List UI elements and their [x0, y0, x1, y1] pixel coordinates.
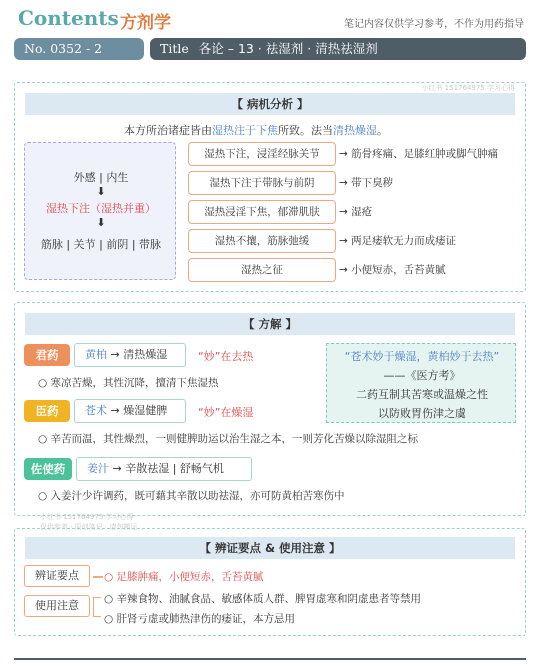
- watermark-top: 小红书 151764975 学习心得: [421, 84, 515, 92]
- diagnosis-heading: 【 辨证要点 & 使用注意 】: [25, 537, 515, 559]
- symptom-cause: 湿热浸淫下焦，郁滞肌肤: [188, 200, 336, 224]
- title-text: 各论 – 13 · 祛湿剂 · 清热祛湿剂: [198, 41, 378, 56]
- intro-highlight-cause: 湿热注于下焦: [212, 124, 278, 137]
- title-label: Title: [160, 41, 189, 56]
- note-number: No. 0352 - 2: [14, 38, 144, 60]
- key-points-tag: 辨证要点: [24, 565, 90, 587]
- role-tag-minister: 臣药: [24, 400, 70, 422]
- classic-explain: 以防败胃伤津之虞: [378, 407, 466, 420]
- pathogenesis-heading: 【 病机分析 】: [25, 93, 515, 115]
- arrow-down-icon: ⬇: [96, 185, 106, 198]
- caution-bracket: [93, 597, 101, 617]
- symptom-cause: 湿热下注于带脉与前阴: [188, 171, 336, 195]
- contents-label: Contents: [18, 6, 119, 30]
- formula-heading: 【 方解 】: [25, 313, 515, 335]
- classic-source: ——《医方考》: [383, 369, 461, 382]
- role-tag-monarch: 君药: [24, 344, 70, 366]
- caution-tag: 使用注意: [24, 595, 90, 617]
- herb-effect: → 辛散祛湿 | 舒畅气机: [112, 462, 224, 475]
- herb-name: 黄柏: [85, 348, 107, 361]
- etiology-box: [24, 142, 176, 280]
- herb-name: 姜汁: [87, 462, 109, 475]
- symptom-result: → 筋骨疼痛、足膝红肿或脚气肿痛: [339, 148, 499, 160]
- herb-description: ○ 辛苦而温，其性燥烈，一则健脾助运以治生湿之本，一则芳化苦燥以除湿阻之标: [38, 433, 418, 445]
- connector: [93, 576, 103, 578]
- herb-box-monarch: [74, 343, 186, 367]
- etiology-targets: 筋脉 | 关节 | 前阴 | 带脉: [40, 238, 162, 251]
- classic-quote-box: [326, 343, 516, 423]
- role-tag-assistant: 佐使药: [24, 458, 72, 480]
- classic-explain: 二药互制其苦寒或温燥之性: [356, 388, 488, 401]
- symptom-result: → 小便短赤，舌苔黄腻: [339, 264, 446, 276]
- symptom-cause: 湿热之征: [188, 258, 336, 282]
- herb-effect: → 燥湿健脾: [110, 404, 168, 417]
- herb-description: ○ 入姜汁少许调药，既可藉其辛散以助祛湿，亦可防黄柏苦寒伤中: [38, 490, 345, 502]
- symptom-result: → 带下臭秽: [339, 177, 394, 189]
- herb-box-assistant: [76, 457, 252, 481]
- symptom-cause: 湿热下注，浸淫经脉关节: [188, 142, 336, 166]
- note-title-bar: [150, 38, 526, 60]
- symptom-result: → 湿疮: [339, 206, 373, 218]
- caution-line: ○ 肝肾亏虚或肺热津伤的痿证，本方忌用: [104, 613, 295, 625]
- herb-effect: → 清热燥湿: [110, 348, 168, 361]
- herb-highlight: “妙”在燥湿: [198, 406, 254, 419]
- pathogenesis-intro: 本方所治诸症皆由湿热注于下焦所致。法当清热燥湿。: [124, 124, 388, 137]
- etiology-origin: 外感 | 内生: [73, 171, 129, 184]
- key-points-text: ○ 足膝肿痛，小便短赤，舌苔黄腻: [104, 571, 264, 583]
- herb-highlight: “妙”在去热: [198, 350, 254, 363]
- page-header: [0, 0, 540, 40]
- symptom-result: → 两足痿软无力而成痿证: [339, 235, 457, 247]
- symptom-cause: 湿热不攘，筋脉弛缓: [188, 229, 336, 253]
- footer-rule: [14, 658, 526, 660]
- arrow-down-icon: ⬇: [96, 216, 106, 229]
- herb-name: 苍术: [85, 404, 107, 417]
- classic-quote: “苍术妙于燥湿，黄柏妙于去热”: [344, 350, 500, 363]
- subject-title: 方剂学: [120, 13, 171, 33]
- herb-box-minister: [74, 399, 186, 423]
- disclaimer-note: 笔记内容仅供学习参考，不作为用药指导: [344, 19, 524, 30]
- caution-line: ○ 辛辣食物、油腻食品、敏感体质人群、脾胃虚寒和阴虚患者等禁用: [104, 593, 421, 605]
- etiology-core: 湿热下注（湿热并重）: [46, 202, 156, 215]
- intro-highlight-method: 清热燥湿: [333, 124, 377, 137]
- watermark-middle: 小红书 151764975 学习心得 仅供参考 · 原创笔记 · 请勿搬运: [40, 513, 138, 531]
- herb-description: ○ 寒凉苦燥，其性沉降，擅清下焦湿热: [38, 377, 219, 389]
